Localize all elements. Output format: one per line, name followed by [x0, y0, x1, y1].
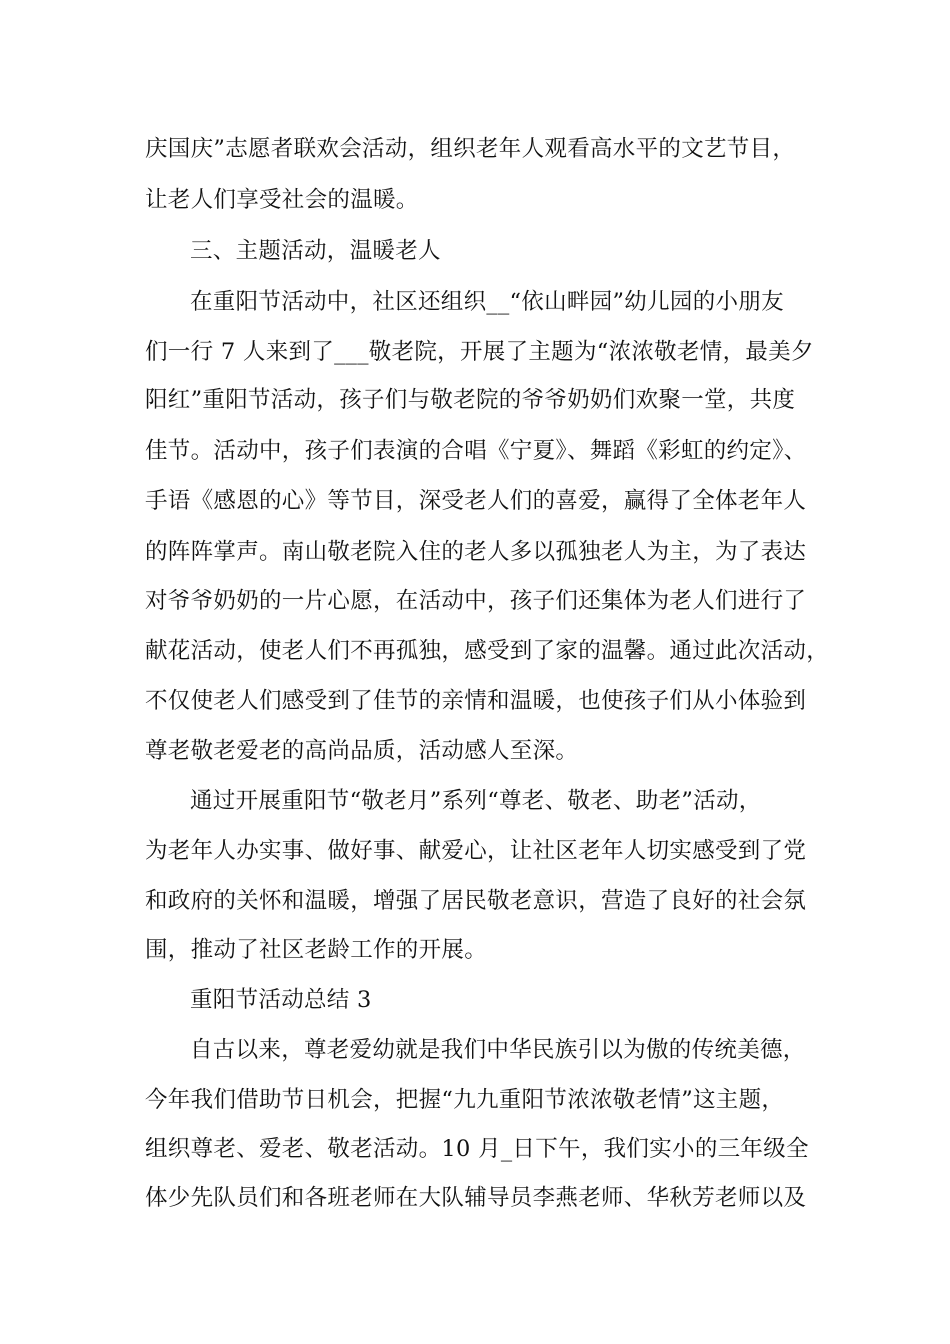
text-line: 组织尊老、爱老、敬老活动。10 月_日下午，我们实小的三年级全 [145, 1136, 809, 1162]
text-line: 自古以来，尊老爱幼就是我们中华民族引以为傲的传统美德， [190, 1037, 806, 1063]
text-line: 的阵阵掌声。南山敬老院入住的老人多以孤独老人为主，为了表达 [145, 539, 807, 565]
text-line: 今年我们借助节日机会，把握“九九重阳节浓浓敬老情”这主题， [145, 1087, 785, 1113]
text-line: 们一行 7 人来到了___敬老院，开展了主题为“浓浓敬老情，最美夕 [145, 339, 814, 365]
text-line: 为老年人办实事、做好事、献爱心，让社区老年人切实感受到了党 [145, 838, 807, 864]
text-line: 手语《感恩的心》等节目，深受老人们的喜爱，赢得了全体老年人 [145, 488, 807, 514]
text-line: 在重阳节活动中，社区还组织__“依山畔园”幼儿园的小朋友 [190, 289, 784, 315]
text-line: 尊老敬老爱老的高尚品质，活动感人至深。 [145, 738, 579, 764]
text-line: 对爷爷奶奶的一片心愿，在活动中，孩子们还集体为老人们进行了 [145, 588, 807, 614]
text-line: 和政府的关怀和温暖，增强了居民敬老意识，营造了良好的社会氛 [145, 888, 807, 914]
text-line: 体少先队员们和各班老师在大队辅导员李燕老师、华秋芳老师以及 [145, 1185, 807, 1211]
text-line: 献花活动，使老人们不再孤独，感受到了家的温馨。通过此次活动， [145, 638, 830, 664]
text-line: 不仅使老人们感受到了佳节的亲情和温暖，也使孩子们从小体验到 [145, 688, 807, 714]
text-line: 庆国庆”志愿者联欢会活动，组织老年人观看高水平的文艺节目， [145, 136, 796, 162]
section-heading: 三、主题活动，温暖老人 [190, 238, 441, 264]
text-line: 阳红”重阳节活动，孩子们与敬老院的爷爷奶奶们欢聚一堂，共度 [145, 387, 796, 413]
text-line: 佳节。活动中，孩子们表演的合唱《宁夏》、舞蹈《彩虹的约定》、 [145, 438, 807, 464]
section-heading: 重阳节活动总结 3 [190, 987, 372, 1013]
text-line: 围，推动了社区老龄工作的开展。 [145, 937, 488, 963]
text-line: 通过开展重阳节“敬老月”系列“尊老、敬老、助老”活动， [190, 788, 762, 814]
text-line: 让老人们享受社会的温暖。 [145, 187, 419, 213]
